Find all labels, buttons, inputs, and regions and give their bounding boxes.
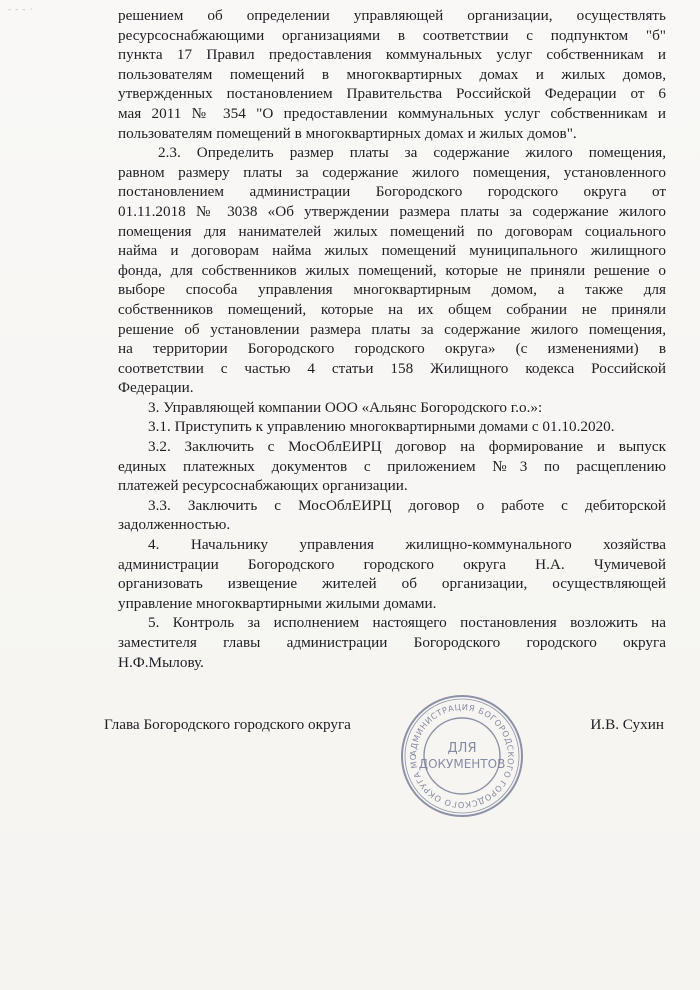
paragraph-3	[118, 398, 666, 418]
text-line: организовать извещение жителей об организации, осуществляющей	[118, 575, 666, 593]
text-line: решение об установлении размера платы за содержание жилого помещения,	[118, 320, 666, 338]
text-line: ресурсоснабжающими организациями в соответствии с подпунктом "б"	[118, 26, 666, 44]
text-line: помещения для нанимателей жилых помещений по договорам социального	[118, 222, 666, 240]
text-line: единых платежных документов с приложением №3 по расщеплению	[118, 457, 666, 475]
text-line: 01.11.2018 № 3038 «Об утверждении размера платы за содержание жилого	[118, 202, 666, 220]
stamp-center-line1: ДЛЯ	[447, 741, 477, 756]
text-line: 3.2. Заключить с МосОблЕИРЦ договор на формирование и выпуск	[148, 438, 666, 456]
text-line: выборе способа управления многоквартирным домом, а также для	[118, 281, 666, 299]
text-line: постановлением администрации Богородского городского округа от	[118, 183, 666, 201]
text-line: мая 2011 № 354 "О предоставлении коммунальных услуг собственникам и	[118, 104, 666, 122]
text-line: равном размеру платы за содержание жилого помещения, установленного	[118, 163, 666, 181]
paragraph-3-1	[118, 417, 666, 437]
text-line: на территории Богородского городского округа» (с изменениями) в	[118, 340, 666, 358]
text-line: администрации Богородского городского округа Н.А. Чумичевой	[118, 555, 666, 573]
text-line: 3.3. Заключить с МосОблЕИРЦ договор о работе с дебиторской	[148, 496, 666, 514]
text-line: 3.1. Приступить к управлению многоквартирными домами с 01.10.2020.	[148, 418, 615, 436]
text-line: найма и договорам найма жилых помещений муниципального жилищного	[118, 242, 666, 260]
text-line: утвержденных постановлением Правительства Российской Федерации от 6	[118, 85, 666, 103]
stamp-ring-text: АДМИНИСТРАЦИЯ БОГОРОДСКОГО ГОРОДСКОГО ОКРУГА МО	[407, 701, 517, 811]
stamp-seal-icon	[398, 692, 526, 820]
official-stamp	[398, 692, 526, 820]
signatory-title: Глава Богородского городского округа	[104, 716, 351, 733]
scan-corner-mark: - ‑ ‑ ·	[8, 4, 34, 14]
text-line: пользователям помещений в многоквартирных домах и жилых домов,	[118, 65, 666, 83]
text-line: решением об определении управляющей организации, осуществлять	[118, 7, 666, 24]
signature-block	[104, 716, 664, 738]
text-line: собственников помещений, которые на их общем собрании не приняли	[118, 300, 666, 318]
paragraph-3-2	[118, 437, 666, 496]
text-line: 3. Управляющей компании ООО «Альянс Богородского г.о.»:	[148, 398, 543, 416]
text-line: 5. Контроль за исполнением настоящего постановления возложить на	[148, 614, 666, 632]
paragraph-4	[118, 535, 666, 613]
paragraph-3-3	[118, 496, 666, 535]
stamp-center-line2: ДОКУМЕНТОВ	[418, 757, 506, 771]
paragraph-continuation	[118, 6, 666, 143]
paragraph-5	[118, 613, 666, 672]
paragraph-2-3	[118, 143, 666, 398]
text-line: 4. Начальнику управления жилищно-коммунального хозяйства	[148, 536, 666, 554]
text-line: заместителя главы администрации Богородского городского округа	[118, 634, 666, 651]
signatory-name: И.В. Сухин	[590, 716, 664, 733]
text-line: 2.3. Определить размер платы за содержание жилого помещения,	[158, 144, 666, 162]
document-body	[118, 6, 666, 672]
text-line: задолженностью.	[118, 516, 231, 534]
text-line: управление многоквартирными жилыми домами.	[118, 594, 437, 612]
text-line: соответствии с частью 4 статьи 158 Жилищного кодекса Российской	[118, 359, 666, 377]
text-line: платежей ресурсоснабжающих организации.	[118, 477, 408, 495]
text-line: пользователям помещений в многоквартирных домах и жилых домов".	[118, 124, 577, 142]
text-line: фонда, для собственников жилых помещений, которые не приняли решение о	[118, 261, 666, 279]
text-line: Н.Ф.Мылову.	[118, 653, 204, 671]
text-line: пункта 17 Правил предоставления коммунальных услуг собственникам и	[118, 46, 666, 64]
text-line: Федерации.	[118, 379, 194, 397]
